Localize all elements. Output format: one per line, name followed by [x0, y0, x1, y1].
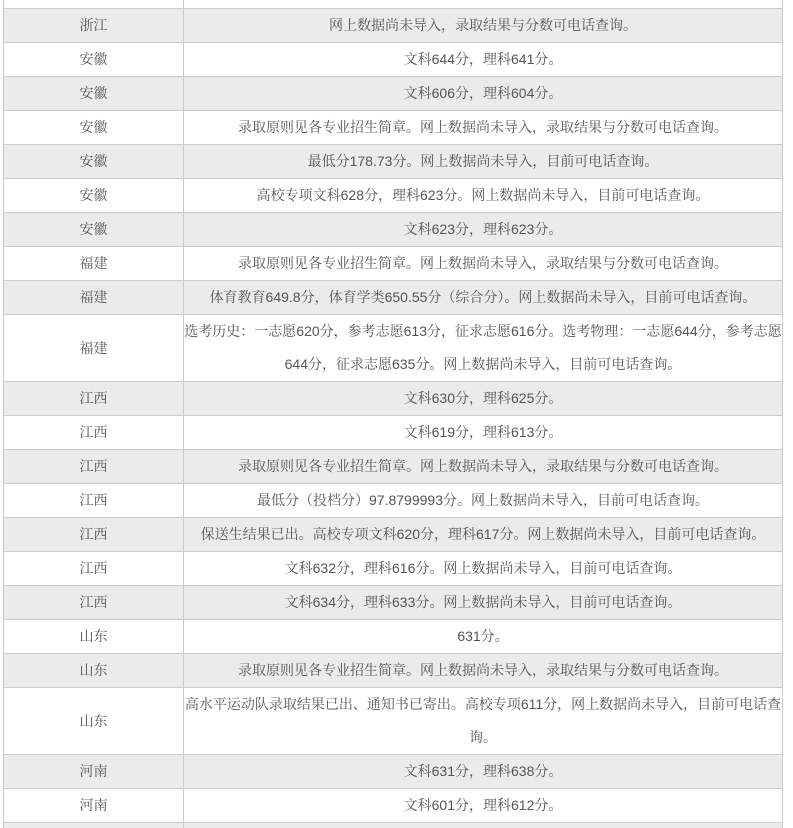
table-row: [4, 688, 783, 755]
detail-cell: 文科631分，理科638分。: [184, 755, 783, 789]
detail-cell: 631分。: [184, 620, 783, 654]
table-row: [4, 145, 783, 179]
detail-cell: 保送生结果已出。高校专项文科620分，理科617分。网上数据尚未导入，目前可电话查询。: [184, 518, 783, 552]
partial-top-row: [4, 0, 783, 9]
detail-cell: [184, 0, 783, 9]
detail-cell: 录取原则见各专业招生简章。网上数据尚未导入，录取结果与分数可电话查询。: [184, 247, 783, 281]
table-row: [4, 552, 783, 586]
table-row: [4, 247, 783, 281]
province-cell: 福建: [4, 315, 184, 382]
detail-cell: 选考历史：一志愿620分，参考志愿613分，征求志愿616分。选考物理：一志愿644分，参考志愿644分，征求志愿635分。网上数据尚未导入，目前可电话查询。: [184, 315, 783, 382]
detail-cell: 网上数据尚未导入，录取结果与分数可电话查询。: [184, 9, 783, 43]
province-cell: 安徽: [4, 213, 184, 247]
province-cell: 浙江: [4, 9, 184, 43]
province-cell: 安徽: [4, 43, 184, 77]
table-row: [4, 111, 783, 145]
table-row: [4, 43, 783, 77]
table-row: [4, 77, 783, 111]
detail-cell: 文科634分，理科633分。网上数据尚未导入，目前可电话查询。: [184, 586, 783, 620]
partial-bottom-row: [4, 823, 783, 828]
admission-results-table: [3, 0, 783, 828]
table-row: [4, 789, 783, 823]
table-row: [4, 484, 783, 518]
province-cell: 江西: [4, 552, 184, 586]
detail-cell: 体育教育649.8分，体育学类650.55分（综合分）。网上数据尚未导入，目前可电话查询。: [184, 281, 783, 315]
province-cell: 山东: [4, 688, 184, 755]
detail-cell: 文科630分，理科625分。: [184, 382, 783, 416]
detail-cell: 高水平运动队录取结果已出、通知书已寄出。高校专项611分，网上数据尚未导入，目前可电话查询。: [184, 688, 783, 755]
table-row: [4, 315, 783, 382]
province-cell: 河南: [4, 789, 184, 823]
province-cell: 江西: [4, 586, 184, 620]
province-cell: [4, 823, 184, 828]
table-row: [4, 281, 783, 315]
province-cell: 江西: [4, 382, 184, 416]
detail-cell: 最低分（投档分）97.8799993分。网上数据尚未导入，目前可电话查询。: [184, 484, 783, 518]
province-cell: 山东: [4, 620, 184, 654]
table-row: [4, 518, 783, 552]
province-cell: 安徽: [4, 77, 184, 111]
results-table-body: [4, 0, 783, 828]
province-cell: 河南: [4, 755, 184, 789]
table-row: [4, 450, 783, 484]
province-cell: 安徽: [4, 111, 184, 145]
detail-cell: 文科632分，理科616分。网上数据尚未导入，目前可电话查询。: [184, 552, 783, 586]
table-row: [4, 9, 783, 43]
province-cell: 山东: [4, 654, 184, 688]
table-row: [4, 416, 783, 450]
table-row: [4, 179, 783, 213]
detail-cell: 文科606分，理科604分。: [184, 77, 783, 111]
table-row: [4, 755, 783, 789]
province-cell: 福建: [4, 247, 184, 281]
table-row: [4, 620, 783, 654]
table-row: [4, 382, 783, 416]
table-row: [4, 213, 783, 247]
table-row: [4, 586, 783, 620]
province-cell: 福建: [4, 281, 184, 315]
province-cell: 安徽: [4, 145, 184, 179]
detail-cell: 文科644分，理科641分。: [184, 43, 783, 77]
province-cell: [4, 0, 184, 9]
detail-cell: 录取原则见各专业招生简章。网上数据尚未导入，录取结果与分数可电话查询。: [184, 450, 783, 484]
province-cell: 江西: [4, 518, 184, 552]
detail-cell: [184, 823, 783, 828]
table-row: [4, 654, 783, 688]
detail-cell: 录取原则见各专业招生简章。网上数据尚未导入，录取结果与分数可电话查询。: [184, 111, 783, 145]
province-cell: 安徽: [4, 179, 184, 213]
province-cell: 江西: [4, 484, 184, 518]
detail-cell: 文科619分，理科613分。: [184, 416, 783, 450]
detail-cell: 高校专项文科628分，理科623分。网上数据尚未导入，目前可电话查询。: [184, 179, 783, 213]
detail-cell: 文科623分，理科623分。: [184, 213, 783, 247]
detail-cell: 录取原则见各专业招生简章。网上数据尚未导入，录取结果与分数可电话查询。: [184, 654, 783, 688]
province-cell: 江西: [4, 450, 184, 484]
detail-cell: 最低分178.73分。网上数据尚未导入，目前可电话查询。: [184, 145, 783, 179]
detail-cell: 文科601分，理科612分。: [184, 789, 783, 823]
province-cell: 江西: [4, 416, 184, 450]
